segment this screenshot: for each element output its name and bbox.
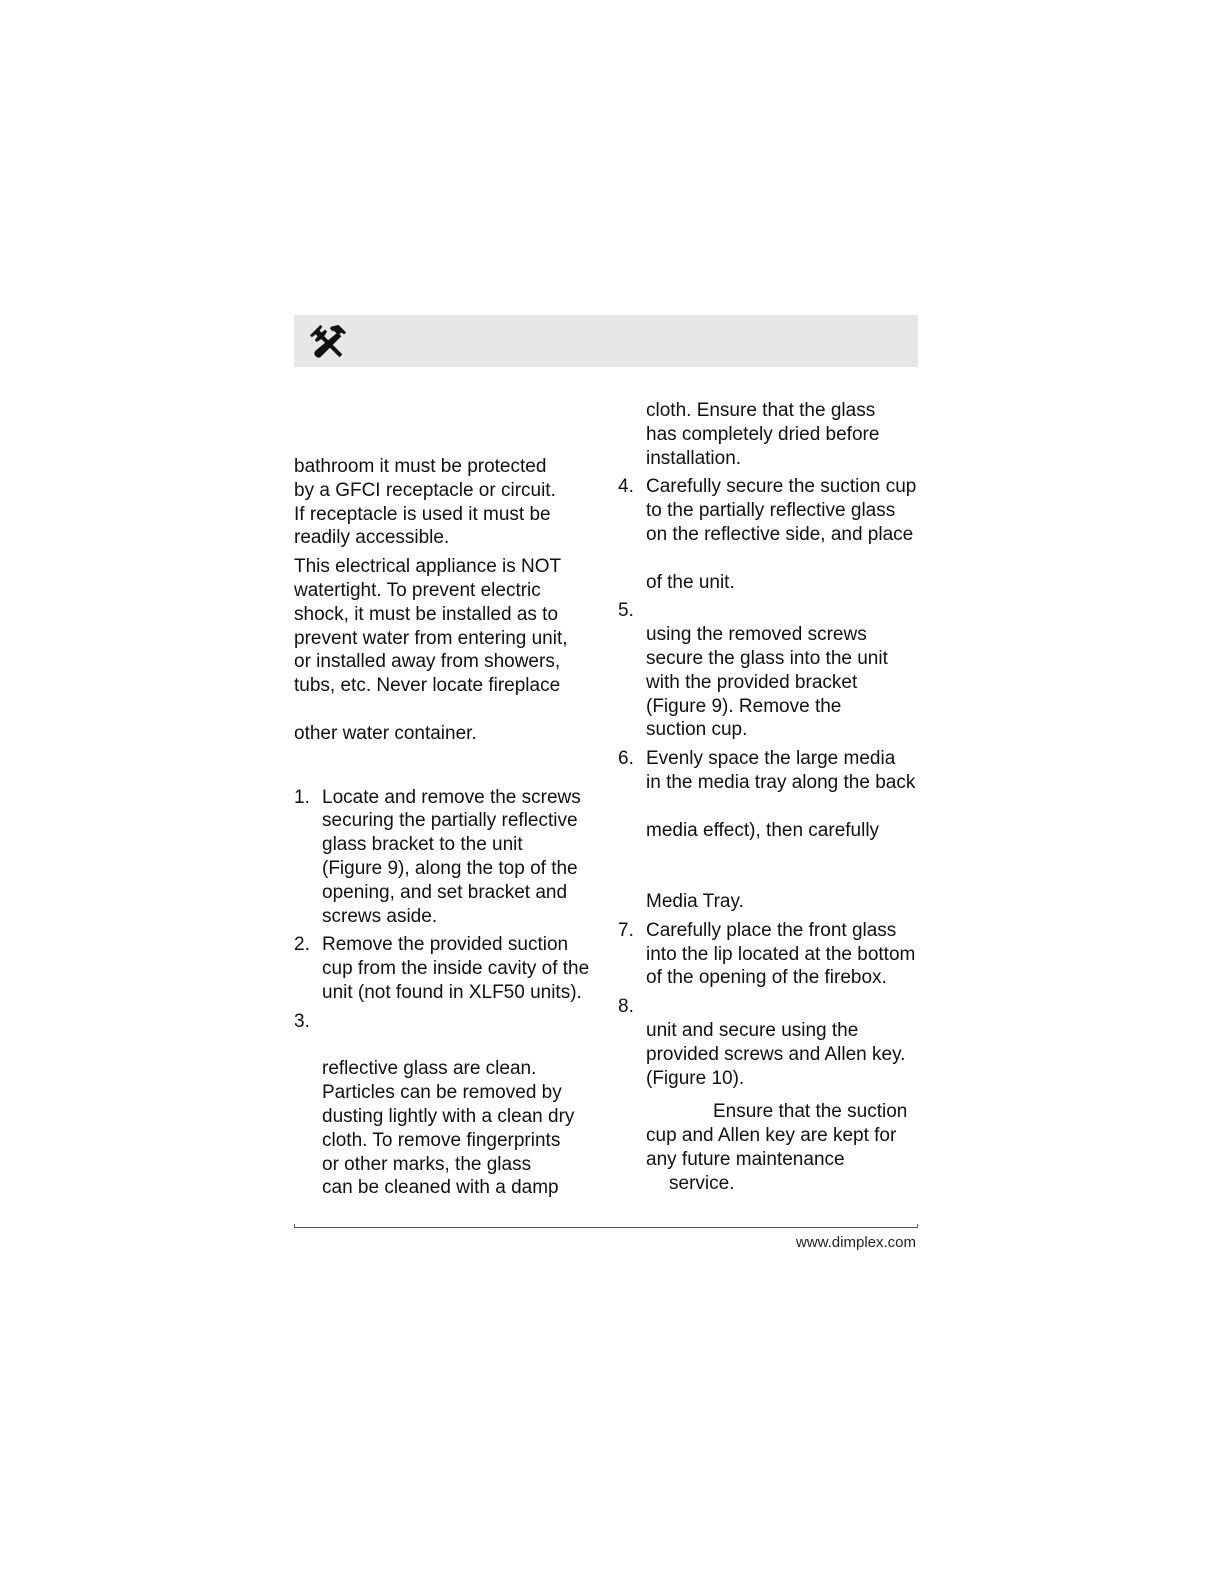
text-line: glass bracket to the unit: [322, 834, 523, 856]
text-line: Carefully secure the suction cup: [646, 476, 917, 498]
text-line: installation.: [646, 447, 742, 469]
text-line: by a GFCI receptacle or circuit.: [294, 479, 556, 501]
step-number: 6.: [618, 748, 634, 770]
text-line: Locate and remove the screws: [322, 786, 581, 808]
text-line: or installed away from showers,: [294, 651, 561, 673]
text-line: service.: [669, 1172, 735, 1194]
text-line: provided screws and Allen key.: [646, 1043, 906, 1065]
step-number: 7.: [618, 919, 634, 941]
step-1: [294, 786, 594, 929]
left-column: [294, 455, 594, 1200]
text-line: on the reflective side, and place: [646, 523, 914, 545]
step-3-continued: [618, 399, 918, 470]
note-paragraph: [618, 1100, 918, 1195]
step-number: 8.: [618, 996, 634, 1018]
watertight-paragraph: [294, 555, 594, 745]
text-line: or other marks, the glass: [322, 1153, 532, 1175]
text-line: reflective glass are clean.: [322, 1058, 537, 1080]
text-line: prevent water from entering unit,: [294, 627, 568, 649]
text-line: cup and Allen key are kept for: [646, 1125, 897, 1147]
text-line: Particles can be removed by: [322, 1082, 562, 1104]
text-line: any future maintenance: [646, 1148, 845, 1170]
step-7: [618, 919, 918, 990]
text-line: (Figure 10).: [646, 1067, 745, 1089]
text-line: using the removed screws: [646, 624, 867, 646]
text-line: Carefully place the front glass: [646, 919, 897, 941]
text-line: of the unit.: [646, 571, 735, 593]
step-number: 1.: [294, 786, 310, 808]
footer-rule: [294, 1227, 918, 1228]
text-line: Ensure that the suction: [713, 1101, 908, 1123]
text-line: readily accessible.: [294, 527, 450, 549]
text-line: securing the partially reflective: [322, 810, 578, 832]
text-line: with the provided bracket: [646, 671, 858, 693]
text-line: If receptacle is used it must be: [294, 503, 551, 525]
text-line: Media Tray.: [646, 890, 744, 912]
text-line: This electrical appliance is NOT: [294, 556, 562, 578]
text-line: bathroom it must be protected: [294, 456, 547, 477]
text-line: of the opening of the firebox.: [646, 967, 887, 989]
text-line: to the partially reflective glass: [646, 500, 896, 522]
text-line: cup from the inside cavity of the: [322, 958, 590, 980]
text-line: has completely dried before: [646, 423, 880, 445]
step-2: [294, 933, 594, 1004]
step-number: 4.: [618, 476, 634, 498]
step-4: [618, 475, 918, 594]
text-line: other water container.: [294, 722, 477, 744]
step-number: 5.: [618, 600, 634, 622]
text-line: tubs, etc. Never locate fireplace: [294, 675, 561, 697]
text-line: into the lip located at the bottom: [646, 943, 916, 965]
text-line: Remove the provided suction: [322, 934, 569, 956]
step-number: 3.: [294, 1010, 310, 1032]
text-line: unit and secure using the: [646, 1019, 859, 1041]
text-line: unit (not found in XLF50 units).: [322, 981, 582, 1003]
right-column: [618, 399, 918, 1196]
footer-url: www.dimplex.com: [795, 1234, 916, 1251]
text-line: Evenly space the large media: [646, 748, 896, 770]
text-line: can be cleaned with a damp: [322, 1177, 559, 1199]
text-line: secure the glass into the unit: [646, 647, 888, 669]
text-line: media effect), then carefully: [646, 819, 880, 841]
text-line: in the media tray along the back: [646, 771, 916, 793]
step-6: [618, 747, 918, 914]
gfci-paragraph: [294, 455, 594, 550]
step-number: 2.: [294, 934, 310, 956]
text-line: dusting lightly with a clean dry: [322, 1105, 575, 1127]
text-line: watertight. To prevent electric: [294, 579, 541, 601]
text-line: cloth. To remove fingerprints: [322, 1129, 561, 1151]
text-line: (Figure 9), along the top of the: [322, 857, 578, 879]
text-line: screws aside.: [322, 905, 438, 927]
text-line: cloth. Ensure that the glass: [646, 400, 876, 421]
section-header-bar: [294, 315, 918, 367]
text-line: shock, it must be installed as to: [294, 603, 559, 625]
step-5: [618, 599, 918, 742]
step-3: [294, 1010, 594, 1200]
text-line: (Figure 9). Remove the: [646, 695, 842, 717]
tools-icon: [310, 323, 348, 361]
text-line: suction cup.: [646, 719, 748, 741]
text-line: opening, and set bracket and: [322, 881, 568, 903]
step-8: [618, 995, 918, 1090]
